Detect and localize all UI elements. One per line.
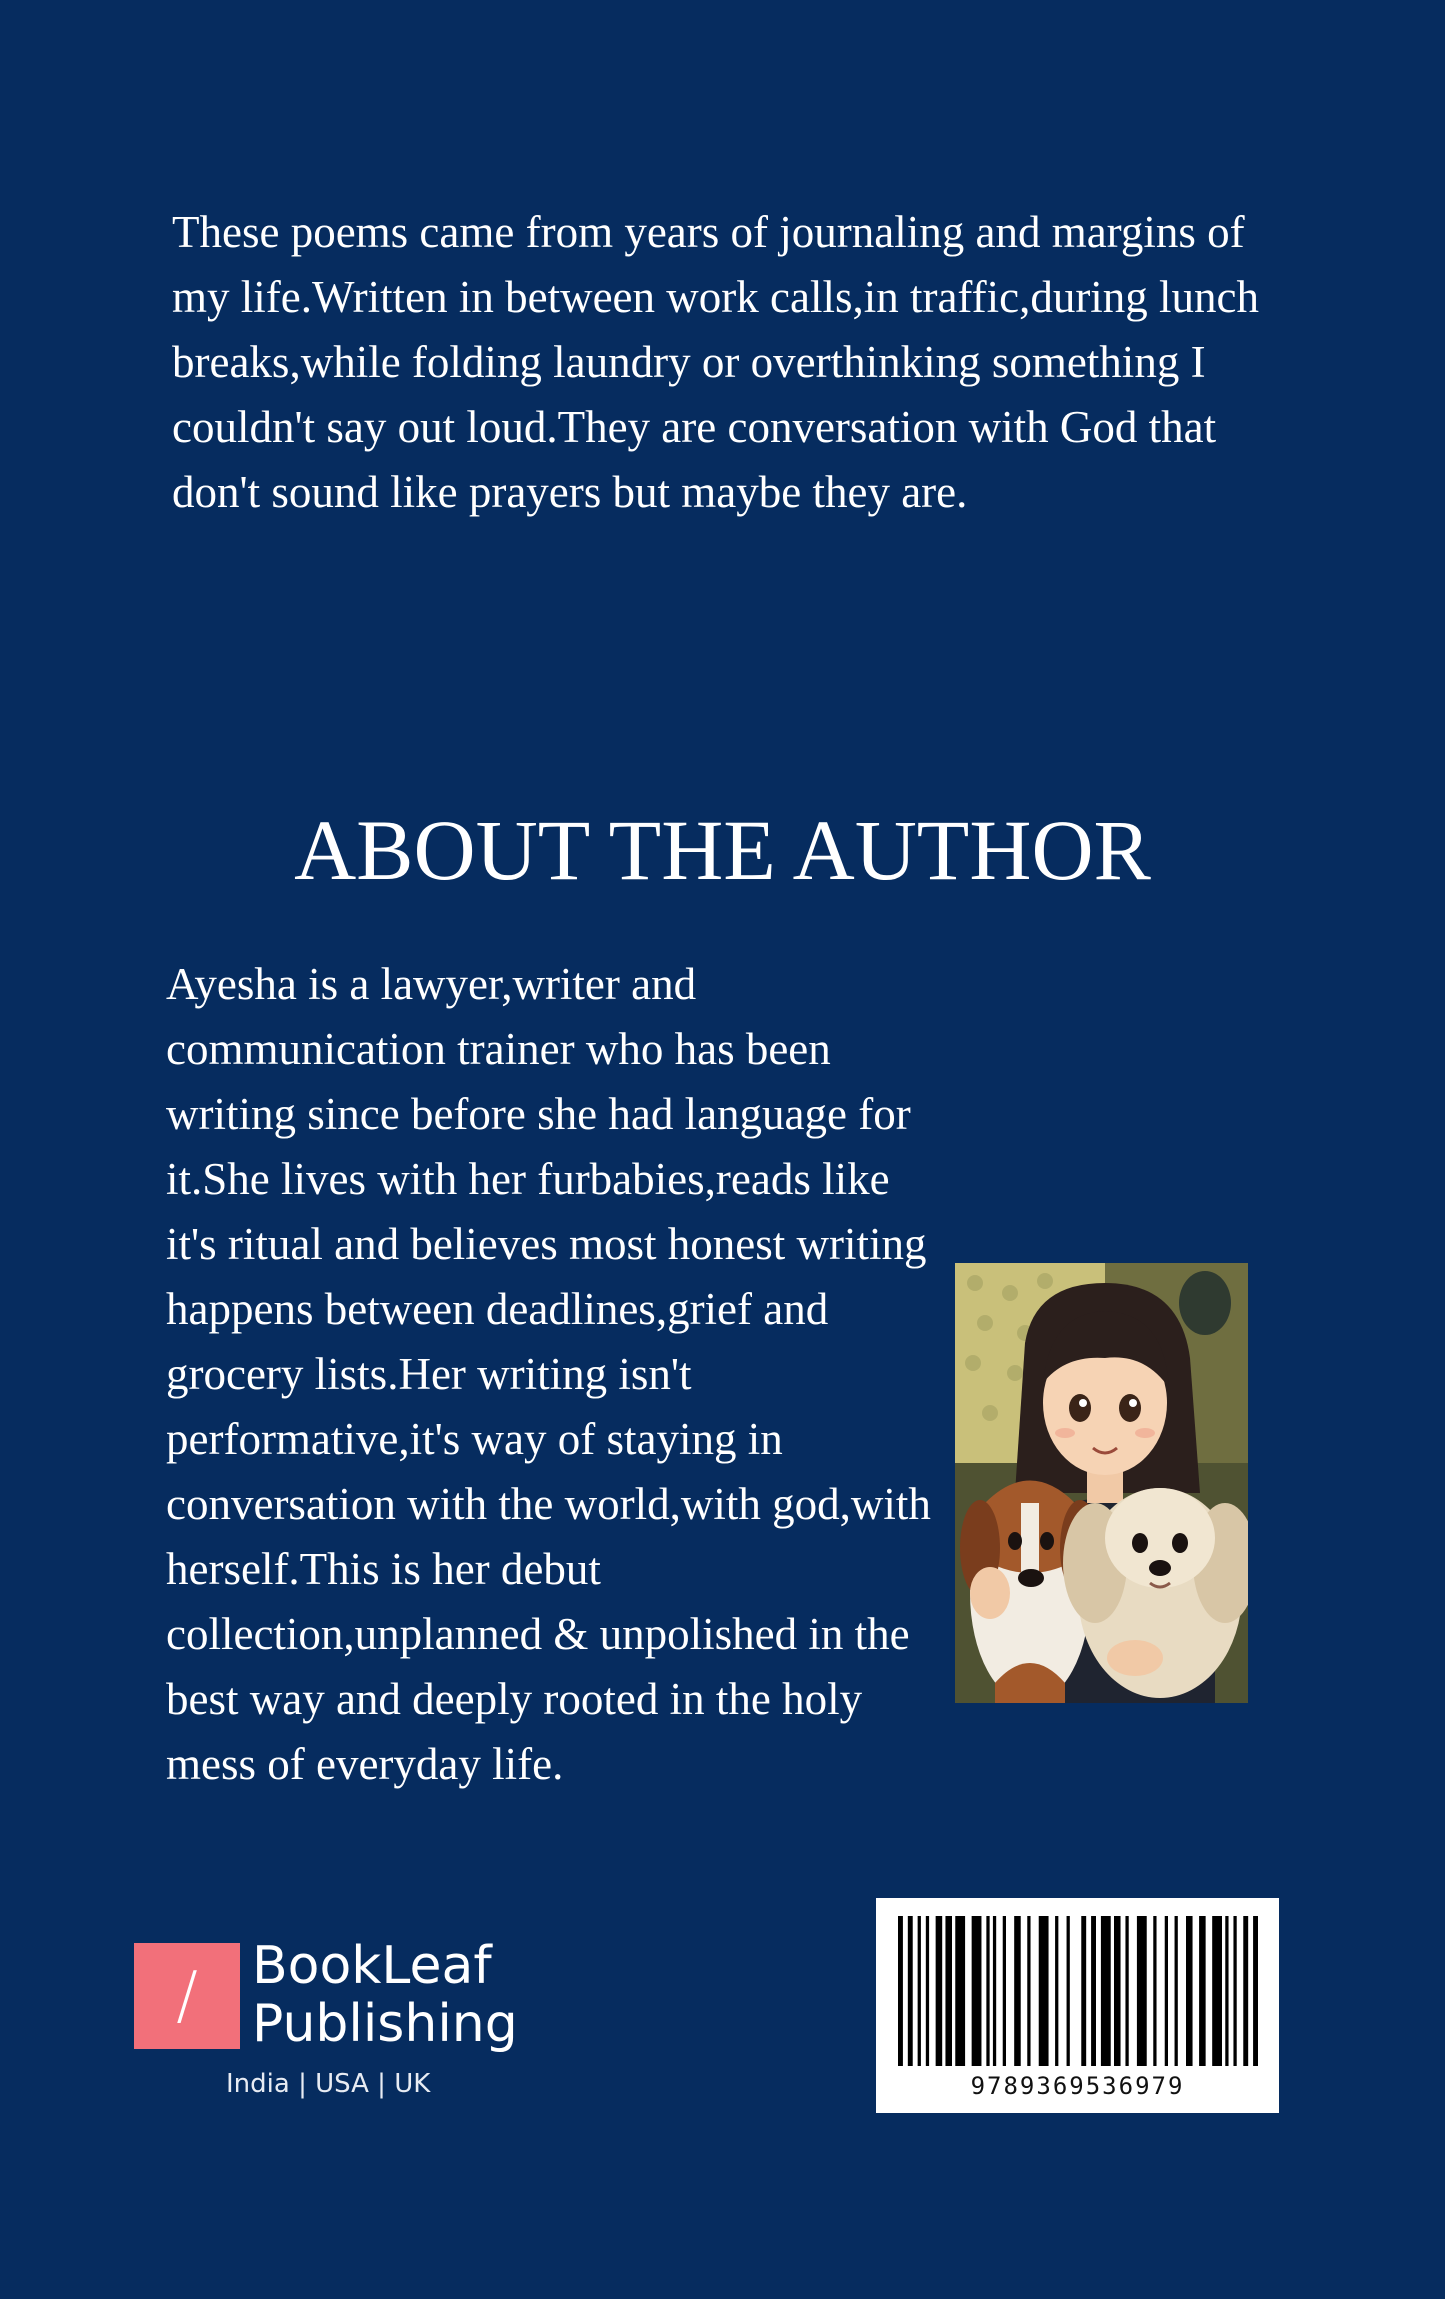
publisher-name-line1: BookLeaf [252,1936,492,1996]
barcode-bar [1014,1916,1021,2066]
barcode-bar [1067,1916,1070,2066]
publisher-regions: India | USA | UK [226,2069,431,2099]
barcode-bar [1081,1916,1086,2066]
barcode-bar [1233,1916,1236,2066]
barcode-bar [955,1916,965,2066]
barcode-bar [898,1916,903,2066]
barcode-bar [1137,1916,1147,2066]
barcode-bar [1003,1916,1006,2066]
barcode-bar [1055,1916,1058,2066]
barcode-bar [1175,1916,1178,2066]
barcode-bar [986,1916,989,2066]
publisher-logo [134,1937,554,2117]
barcode-bar [1165,1916,1168,2066]
about-author-heading: ABOUT THE AUTHOR [294,802,1151,898]
publisher-name [252,1937,518,2053]
barcode-bar [918,1916,921,2066]
barcode-bar [972,1916,982,2066]
barcode-bar [1153,1916,1156,2066]
back-cover-blurb: These poems came from years of journaling and margins of my life.Written in between work calls,in traffic,during lunch breaks,while folding laundry or overthinking something I couldn't say out loud.They are conversation with God that don't sound like prayers but maybe they are. [172,207,1260,517]
barcode-bar [1027,1916,1030,2066]
author-bio: Ayesha is a lawyer,writer and communication trainer who has been writing since before she had language for it.She lives with her furbabies,reads like it's ritual and believes most honest writing happens between deadlines,grief and grocery lists.Her writing isn't performative,it's way of staying in conversation with the world,with god,with herself.This is her debut collection,unplanned & unpolished in the best way and deeply rooted in the holy mess of everyday life. [166,959,931,1789]
barcode-bar [1199,1916,1206,2066]
barcode-bar [1243,1916,1248,2066]
author-illustration [955,1263,1248,1703]
barcode-bar [908,1916,913,2066]
barcode-bar [1186,1916,1193,2066]
barcode-bar [945,1916,952,2066]
barcode-bar [1101,1916,1111,2066]
publisher-slash-icon: / [134,1943,240,2049]
barcode-bar [1039,1916,1049,2066]
publisher-name-line2: Publishing [252,1994,518,2054]
barcode-bar [1225,1916,1228,2066]
barcode-bar [993,1916,996,2066]
isbn-number: 9789369536979 [970,2072,1185,2100]
barcode-bar [1253,1916,1258,2066]
barcode-bar [1212,1916,1222,2066]
barcode-bar [1091,1916,1096,2066]
barcode-bar [1114,1916,1121,2066]
barcode-bars [898,1916,1258,2066]
isbn-barcode [876,1898,1279,2113]
barcode-bar [1125,1916,1128,2066]
barcode-bar [926,1916,929,2066]
barcode-bar [936,1916,943,2066]
